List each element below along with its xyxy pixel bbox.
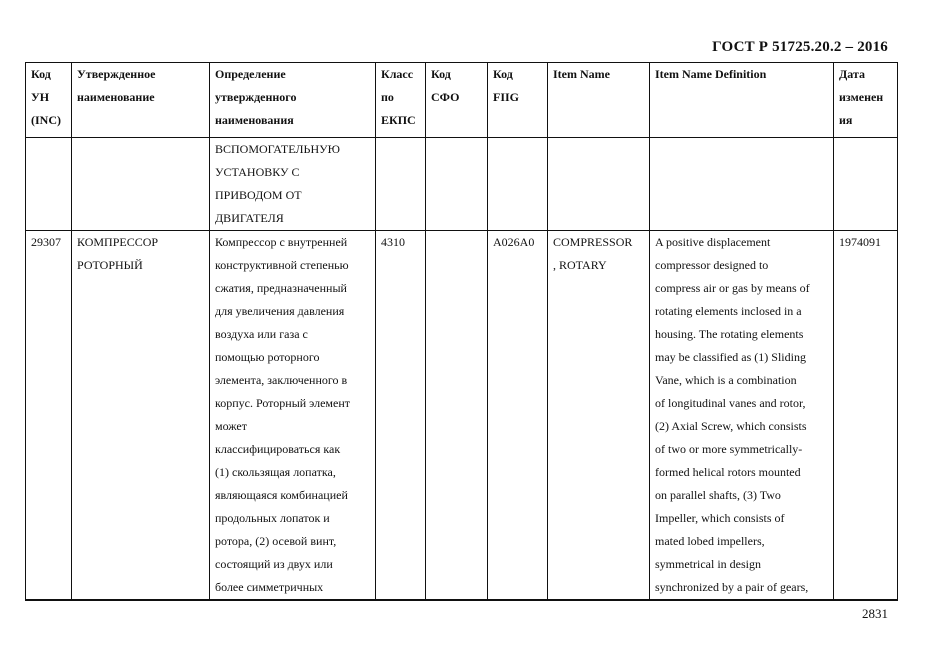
cell-fiig: A026A0: [488, 231, 548, 601]
cell-definition: Компрессор с внутренней конструктивной степенью сжатия, предназначенный для увеличения давления воздуха или газа с помощью роторного элемента, заключенного в корпус. Роторный элемент может классифицироваться как (1) скользящая лопатка, являющаяся комбинацией продольных лопаток и ротора, (2) осевой винт, состоящий из двух или более симметричных: [210, 231, 376, 601]
col-header-inc: Код УН (INC): [26, 63, 72, 138]
cell-class: [376, 138, 426, 231]
cell-inc: 29307: [26, 231, 72, 601]
col-header-item-definition: Item Name Definition: [650, 63, 834, 138]
page-number: 2831: [862, 606, 888, 621]
col-header-date: Дата изменен ия: [834, 63, 898, 138]
cell-sfo: [426, 138, 488, 231]
specification-table: [25, 62, 898, 601]
table-header-row: [26, 63, 898, 138]
cell-sfo: [426, 231, 488, 601]
cell-item-definition: A positive displacement compressor designed to compress air or gas by means of rotating elements inclosed in a housing. The rotating elements may be classified as (1) Sliding Vane, which is a combination of longitudinal vanes and rotor, (2) Axial Screw, which consists of two or more symmetrically- formed helical rotors mounted on parallel shafts, (3) Two Impeller, which consists of mated lobed impellers, symmetrical in design synchronized by a pair of gears,: [650, 231, 834, 601]
document-standard-number: ГОСТ Р 51725.20.2 – 2016: [712, 39, 888, 55]
cell-name: [72, 138, 210, 231]
table-row: [26, 231, 898, 601]
cell-item-name: COMPRESSOR , ROTARY: [548, 231, 650, 601]
col-header-sfo: Код СФО: [426, 63, 488, 138]
cell-item-name: [548, 138, 650, 231]
cell-item-definition: [650, 138, 834, 231]
cell-inc: [26, 138, 72, 231]
col-header-definition: Определение утвержденного наименования: [210, 63, 376, 138]
cell-date: [834, 138, 898, 231]
table-row-continuation: [26, 138, 898, 231]
cell-date: 1974091: [834, 231, 898, 601]
col-header-fiig: Код FIIG: [488, 63, 548, 138]
col-header-approved-name: Утвержденное наименование: [72, 63, 210, 138]
cell-definition: ВСПОМОГАТЕЛЬНУЮ УСТАНОВКУ С ПРИВОДОМ ОТ ДВИГАТЕЛЯ: [210, 138, 376, 231]
cell-name: КОМПРЕССОР РОТОРНЫЙ: [72, 231, 210, 601]
cell-class: 4310: [376, 231, 426, 601]
cell-fiig: [488, 138, 548, 231]
col-header-class: Класс по ЕКПС: [376, 63, 426, 138]
col-header-item-name: Item Name: [548, 63, 650, 138]
